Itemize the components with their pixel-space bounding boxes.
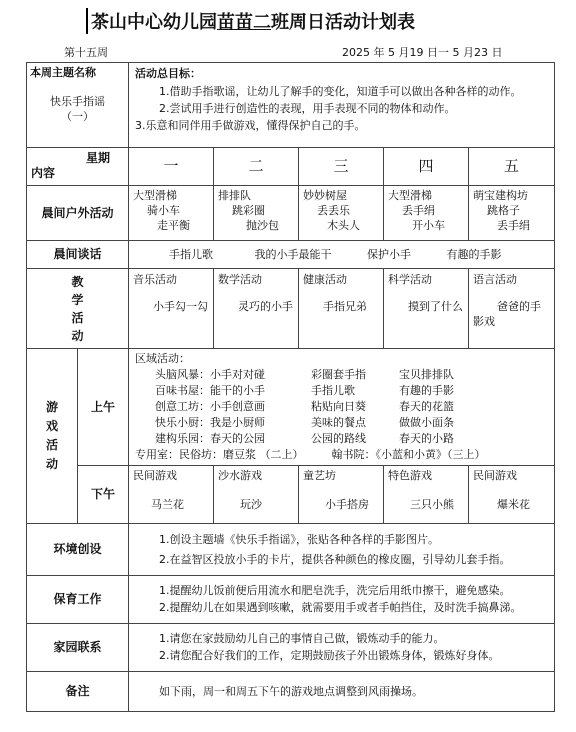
theme-name-part: （一）: [61, 110, 94, 123]
game-type: 民间游戏: [473, 469, 517, 482]
label-char: 教: [71, 274, 84, 289]
day-thu: 四: [384, 148, 469, 186]
lesson-title: 小手勾一勾: [153, 300, 208, 313]
game-name: 玩沙: [240, 498, 262, 511]
outdoor-wed: [299, 186, 384, 241]
games-label: [27, 349, 78, 524]
pm-tue: [214, 466, 299, 524]
area-item: 春天的花篮: [399, 400, 454, 413]
lesson-title: 摸到了什么: [408, 300, 463, 313]
area-item: 公园的路线: [311, 432, 366, 445]
game-type: 民间游戏: [133, 469, 177, 482]
activity-item: 丢丢乐: [317, 204, 350, 217]
date-range: 2025 年 5 月19 日一 5 月23 日: [342, 46, 503, 59]
environment-item: 2.在益智区投放小手的卡片，提供各种颜色的橡皮圈，引导幼儿套手指。: [159, 553, 511, 566]
area-item: 有趣的手影: [399, 384, 454, 397]
activity-item: 木头人: [327, 219, 360, 232]
area-grid: [135, 367, 548, 447]
lesson-title: 爸爸的手影戏: [473, 300, 541, 328]
activity-item: 排排队: [218, 189, 251, 202]
area-item: 建构乐园：春天的公园: [155, 432, 265, 445]
subject: 语言活动: [473, 273, 517, 286]
teaching-wed: [299, 269, 384, 349]
label-char: 学: [71, 292, 84, 307]
subject: 数学活动: [218, 273, 262, 286]
pm-label: 下午: [78, 466, 129, 524]
notes-label: 备注: [27, 672, 129, 712]
label-char: 活: [45, 438, 58, 452]
teaching-thu: [384, 269, 469, 349]
activity-item: 骑小车: [147, 204, 180, 217]
outdoor-thu: [384, 186, 469, 241]
home-item: 1.请您在家鼓励幼儿自己的事情自己做，锻炼动手的能力。: [159, 632, 445, 645]
activity-item: 大型滑梯: [133, 189, 177, 202]
theme-label: 本周主题名称: [30, 66, 96, 79]
teaching-label: [27, 269, 129, 349]
care-item: 1.提醒幼儿饭前便后用流水和肥皂洗手，洗完后用纸巾擦干，避免感染。: [159, 584, 511, 597]
area-title: 区域活动：: [135, 352, 190, 365]
subject: 科学活动: [388, 273, 432, 286]
theme-name-cell: [27, 63, 129, 148]
label-char: 戏: [45, 419, 58, 433]
activity-item: 跳彩圈: [232, 204, 265, 217]
care-label: 保育工作: [27, 576, 129, 624]
care-content: [129, 576, 555, 624]
area-item: 美味的餐点: [311, 416, 366, 429]
game-name: 马兰花: [151, 498, 184, 511]
area-item: 做做小面条: [399, 416, 454, 429]
label-char: 活: [71, 310, 84, 325]
activity-item: 萌宝建构坊: [473, 189, 528, 202]
activity-item: 跳格子: [487, 204, 520, 217]
pm-wed: [299, 466, 384, 524]
area-item: 春天的小路: [399, 432, 454, 445]
goal-item: 2.尝试用手进行创造性的表现，用手表现不同的物体和动作。: [159, 102, 456, 115]
day-wed: 三: [299, 148, 384, 186]
area-item: 头脑风暴：小手对对碰: [155, 368, 265, 381]
teaching-fri: [469, 269, 555, 349]
content-label: 内容: [31, 166, 56, 180]
theme-goals-cell: [129, 63, 555, 148]
activity-item: 丢手绢: [402, 204, 435, 217]
environment-content: [129, 524, 555, 576]
lesson-title: 手指兄弟: [323, 300, 367, 313]
day-tue: 二: [214, 148, 299, 186]
area-item: 手指儿歌: [311, 384, 355, 397]
goals-label: 活动总目标：: [135, 67, 201, 80]
care-item: 2.提醒幼儿在如果遇到咳嗽，就需要用手或者手帕挡住，及时洗手搞鼻涕。: [159, 601, 522, 614]
activity-item: 大型滑梯: [388, 189, 432, 202]
home-contact-label: 家园联系: [27, 624, 129, 672]
outdoor-label: 晨间户外活动: [27, 186, 129, 241]
talk-item: 保护小手: [367, 248, 411, 261]
outdoor-tue: [214, 186, 299, 241]
talk-item: 我的小手最能干: [254, 248, 332, 261]
area-item: 创意工坊：小手创意画: [155, 400, 265, 413]
notes-content: 如下雨，周一和周五下午的游戏地点调整到风雨操场。: [129, 672, 555, 712]
activity-item: 开小车: [412, 219, 445, 232]
area-item: 百味书屋：能干的小手: [155, 384, 265, 397]
outdoor-mon: [129, 186, 214, 241]
environment-label: 环境创设: [27, 524, 129, 576]
teaching-mon: [129, 269, 214, 349]
area-item: 粘贴向日葵: [311, 400, 366, 413]
talk-item: 有趣的手影: [446, 248, 502, 261]
label-char: 游: [45, 400, 58, 414]
talk-item: 手指儿歌: [169, 248, 213, 261]
activity-item: 妙妙树屋: [303, 189, 347, 202]
home-contact-content: [129, 624, 555, 672]
lesson-title: 灵巧的小手: [238, 300, 293, 313]
home-item: 2.请您配合好我们的工作，定期鼓励孩子外出锻炼身体，锻炼好身体。: [159, 649, 500, 662]
goal-item: 1.借助手指歌谣，让幼儿了解手的变化，知道手可以做出各种各样的动作。: [159, 85, 522, 98]
pm-thu: [384, 466, 469, 524]
subject: 音乐活动: [133, 273, 177, 286]
pm-fri: [469, 466, 555, 524]
subject: 健康活动: [303, 273, 347, 286]
week-number: 第十五周: [64, 46, 108, 59]
pm-mon: [129, 466, 214, 524]
goals-list: [135, 83, 548, 134]
page-title: 茶山中心幼儿园苗苗二班周日活动计划表: [86, 8, 415, 34]
day-mon: 一: [129, 148, 214, 186]
game-name: 三只小熊: [410, 498, 454, 511]
weekly-plan-table: [26, 62, 555, 712]
activity-item: 丢手绢: [497, 219, 530, 232]
area-item: 彩圈套手指: [311, 368, 366, 381]
morning-talk-items: [129, 241, 555, 269]
game-name: 小手搭房: [325, 498, 369, 511]
area-item: 宝贝排排队: [399, 368, 454, 381]
game-type: 童艺坊: [303, 469, 336, 482]
area-item: 快乐小厨：我是小厨师: [155, 416, 265, 429]
label-char: 动: [45, 457, 58, 471]
teaching-tue: [214, 269, 299, 349]
game-type: 特色游戏: [388, 469, 432, 482]
morning-talk-label: 晨间谈话: [27, 241, 129, 269]
special-room: 专用室：民俗坊：磨豆浆 （二上） 翰书院：《小蓝和小黄》（三上）: [135, 448, 486, 461]
activity-item: 走平衡: [157, 219, 190, 232]
am-label: 上午: [78, 349, 129, 466]
label-char: 动: [71, 328, 84, 343]
goal-item: 3.乐意和同伴用手做游戏，懂得保护自己的手。: [135, 119, 366, 132]
day-fri: 五: [469, 148, 555, 186]
outdoor-fri: [469, 186, 555, 241]
environment-item: 1.创设主题墙《快乐手指谣》，张贴各种各样的手影图片。: [159, 533, 439, 546]
theme-name: 快乐手指谣: [50, 95, 105, 108]
game-name: 爆米花: [497, 498, 530, 511]
area-activities: [129, 349, 555, 466]
weekday-label: 星期: [85, 151, 110, 165]
activity-item: 抛沙包: [246, 219, 279, 232]
day-header-corner: [27, 148, 129, 186]
game-type: 沙水游戏: [218, 469, 262, 482]
